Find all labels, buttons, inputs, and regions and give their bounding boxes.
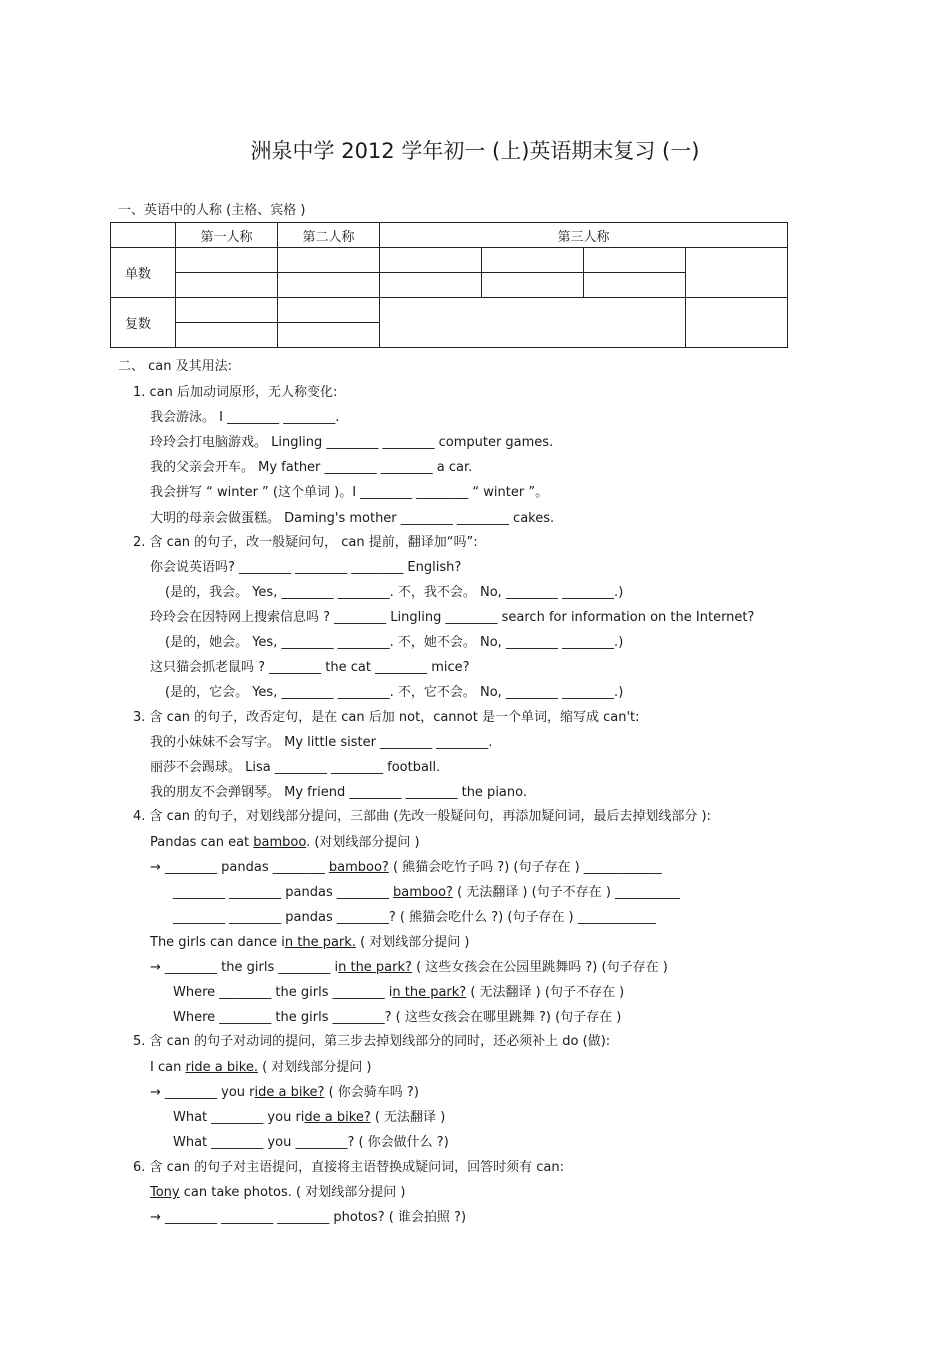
line-text-rest: ( 熊猫会吃竹子吗 ?) (句子存在 ) ____________: [388, 860, 662, 875]
line-text: 玲玲会打电脑游戏。 Lingling ________ ________ computer games.: [150, 435, 554, 450]
line-text: 6. 含 can 的句子对主语提问，直接将主语替换成疑问词，回答时须有 can:: [133, 1160, 565, 1175]
exercise-line: [150, 556, 461, 575]
line-text-rest: ( 你会骑车吗 ?): [324, 1085, 419, 1100]
line-text: 大明的母亲会做蛋糕。 Daming's mother ________ ________ cakes.: [150, 511, 555, 526]
line-text: The girls can dance i: [150, 935, 285, 950]
line-text-rest: ( 对划线部分提问 ): [257, 1060, 372, 1075]
line-text-rest: . (对划线部分提问 ): [306, 835, 420, 850]
table-cell: [482, 248, 584, 273]
table-row-plural-label: 复数: [111, 298, 176, 348]
exercise-line: [165, 681, 623, 700]
line-text: 5. 含 can 的句子对动词的提问，第三步去掉划线部分的同时，还必须补上 do (做):: [133, 1034, 611, 1049]
line-text: (是的，它会。 Yes, ________ ________. 不，它不会。 No, ________ ________.): [165, 685, 624, 700]
exercise-line: [173, 1131, 449, 1150]
exercise-line: [150, 731, 492, 750]
line-text: 玲玲会在因特网上搜索信息吗 ? ________ Lingling ________ search for information on the Internet?: [150, 610, 755, 625]
table-cell: [278, 298, 380, 323]
line-text: → ________ you r: [150, 1085, 255, 1100]
section-1-heading: 一、英语中的人称 (主格、宾格 ): [118, 203, 306, 218]
exercise-line: [150, 781, 527, 800]
line-text: 我会拼写 “ winter ” (这个单词 )。I ________ ________ “ winter ”。: [150, 485, 549, 500]
table-cell: [686, 248, 788, 298]
line-text: 我会游泳。 I ________ ________.: [150, 410, 340, 425]
exercise-line: [133, 381, 337, 400]
underlined-text: n the park?: [392, 985, 467, 1000]
exercise-line: [150, 931, 469, 950]
line-text: What ________ you ri: [173, 1110, 305, 1125]
table-cell: [176, 273, 278, 298]
table-cell: [584, 248, 686, 273]
underlined-text: ide a bike?: [254, 1085, 325, 1100]
line-text: 我的朋友不会弹钢琴。 My friend ________ ________ the piano.: [150, 785, 527, 800]
line-text: 我的小妹妹不会写字。 My little sister ________ ________.: [150, 735, 493, 750]
exercise-line: [150, 606, 754, 625]
underlined-text: n the park?: [338, 960, 412, 975]
line-text-rest: can take photos. ( 对划线部分提问 ): [179, 1185, 406, 1200]
table-header-third-person: 第三人称: [380, 223, 788, 248]
table-cell: [176, 323, 278, 348]
line-text-rest: ( 无法翻译 ): [370, 1110, 446, 1125]
line-text-rest: ( 无法翻译 ) (句子不存在 ) __________: [452, 885, 681, 900]
exercise-line: [173, 906, 656, 925]
table-cell: [176, 248, 278, 273]
table-cell: [380, 273, 482, 298]
line-text: 2. 含 can 的句子，改一般疑问句， can 提前，翻译加“吗”:: [133, 535, 478, 550]
line-text-rest: ( 这些女孩会在公园里跳舞吗 ?) (句子存在 ): [411, 960, 668, 975]
line-text-rest: ( 无法翻译 ) (句子不存在 ): [466, 985, 625, 1000]
table-cell: [380, 298, 686, 348]
exercise-line: [150, 756, 440, 775]
exercise-line: [150, 431, 553, 450]
person-table: [110, 222, 788, 348]
exercise-line: [150, 456, 472, 475]
table-header-first-person: 第一人称: [176, 223, 278, 248]
line-text: 1. can 后加动词原形，无人称变化:: [133, 385, 338, 400]
line-text: (是的，我会。 Yes, ________ ________. 不，我不会。 No, ________ ________.): [165, 585, 624, 600]
underlined-text: bamboo?: [328, 860, 389, 875]
line-text: ________ ________ pandas ________: [173, 885, 393, 900]
exercise-line: [150, 956, 668, 975]
table-cell: [686, 298, 788, 348]
exercise-line: [133, 706, 640, 725]
table-cell: [380, 248, 482, 273]
line-text: I can: [150, 1060, 186, 1075]
line-text: 3. 含 can 的句子，改否定句，是在 can 后加 not，cannot 是一个单词，缩写成 can't:: [133, 710, 640, 725]
line-text: 丽莎不会踢球。 Lisa ________ ________ football.: [150, 760, 441, 775]
section-2-heading: 二、 can 及其用法:: [118, 359, 232, 374]
table-cell: [278, 273, 380, 298]
exercise-line: [133, 531, 478, 550]
line-text: Pandas can eat: [150, 835, 254, 850]
exercise-line: [150, 406, 339, 425]
line-text: → ________ the girls ________ i: [150, 960, 339, 975]
line-text-rest: ( 对划线部分提问 ): [355, 935, 470, 950]
table-cell: [278, 323, 380, 348]
line-text: 你会说英语吗? ________ ________ ________ English?: [150, 560, 462, 575]
exercise-line: [133, 805, 711, 824]
underlined-text: bamboo: [253, 835, 307, 850]
underlined-text: n the park.: [284, 935, 356, 950]
line-text: Where ________ the girls ________? ( 这些女孩会在哪里跳舞 ?) (句子存在 ): [173, 1010, 622, 1025]
exercise-line: [150, 481, 548, 500]
underlined-text: de a bike?: [304, 1110, 371, 1125]
table-row-singular-label: 单数: [111, 248, 176, 298]
table-corner: [111, 223, 176, 248]
underlined-text: bamboo?: [392, 885, 453, 900]
exercise-line: [150, 507, 554, 526]
exercise-line: [150, 831, 420, 850]
line-text: → ________ pandas ________: [150, 860, 329, 875]
line-text: What ________ you ________? ( 你会做什么 ?): [173, 1135, 449, 1150]
line-text: ________ ________ pandas ________? ( 熊猫会吃什么 ?) (句子存在 ) ____________: [173, 910, 656, 925]
table-cell: [584, 273, 686, 298]
table-cell: [176, 298, 278, 323]
table-cell: [482, 273, 584, 298]
line-text: 这只猫会抓老鼠吗 ? ________ the cat ________ mice?: [150, 660, 470, 675]
exercise-line: [165, 581, 623, 600]
line-text: Where ________ the girls ________ i: [173, 985, 393, 1000]
exercise-line: [150, 656, 470, 675]
table-cell: [278, 248, 380, 273]
line-text: 我的父亲会开车。 My father ________ ________ a car.: [150, 460, 473, 475]
exercise-line: [133, 1030, 610, 1049]
line-text: 4. 含 can 的句子，对划线部分提问，三部曲 (先改一般疑问句，再添加疑问词，最后去掉划线部分 ):: [133, 809, 711, 824]
underlined-text: Tony: [150, 1185, 180, 1200]
line-text: → ________ ________ ________ photos? ( 谁会拍照 ?): [150, 1210, 467, 1225]
exercise-line: [173, 1006, 621, 1025]
exercise-line: [133, 1156, 564, 1175]
exercise-line: [150, 1081, 419, 1100]
exercise-line: [150, 1206, 466, 1225]
exercise-line: [150, 1056, 372, 1075]
exercise-line: [150, 856, 662, 875]
exercise-line: [165, 631, 623, 650]
page-title: 洲泉中学 2012 学年初一 (上)英语期末复习 (一): [250, 139, 700, 163]
line-text: (是的，她会。 Yes, ________ ________. 不，她不会。 No, ________ ________.): [165, 635, 624, 650]
exercise-line: [173, 881, 680, 900]
exercise-line: [150, 1181, 405, 1200]
underlined-text: ride a bike.: [185, 1060, 258, 1075]
table-header-second-person: 第二人称: [278, 223, 380, 248]
exercise-line: [173, 1106, 445, 1125]
exercise-line: [173, 981, 624, 1000]
